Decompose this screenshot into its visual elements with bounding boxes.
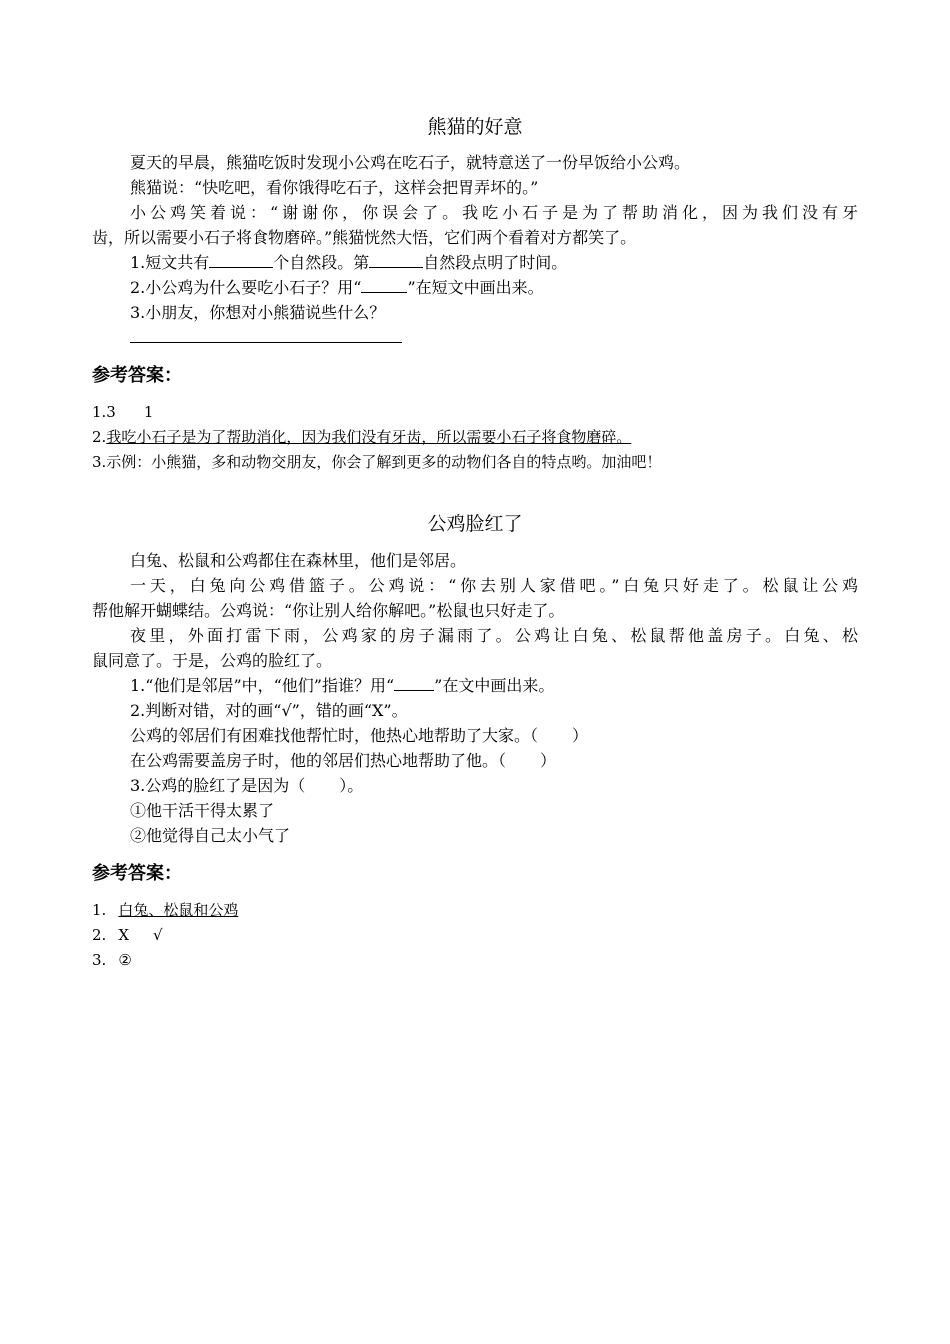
statement-1-close: ） xyxy=(572,726,589,745)
b2-number: 2. xyxy=(92,926,107,944)
q2-text-b: ”在短文中画出来。 xyxy=(407,278,544,297)
answers2-item-3 xyxy=(92,950,132,970)
answer-blank xyxy=(209,252,273,268)
story2-question-1 xyxy=(130,675,554,697)
s2-q1-text-b: ”在文中画出来。 xyxy=(434,676,555,695)
s2-q3-text-b: ）。 xyxy=(339,776,364,795)
statement-2-text: 在公鸡需要盖房子时，他的邻居们热心地帮助了他。（ xyxy=(130,751,507,770)
underline-sample xyxy=(361,277,407,293)
s2-q1-text-a: 1.“他们是邻居”中，“他们”指谁？用“ xyxy=(130,676,395,695)
b3-value: ② xyxy=(118,951,132,969)
q1-text-b: 个自然段。第 xyxy=(273,253,370,272)
story1-paragraph-1: 夏天的早晨，熊猫吃饭时发现小公鸡在吃石子，就特意送了一份早饭给小公鸡。 xyxy=(130,153,691,172)
story1-paragraph-2: 熊猫说：“快吃吧，看你饿得吃石子，这样会把胃弄坏的。” xyxy=(130,178,539,197)
story1-title: 熊猫的好意 xyxy=(427,116,523,138)
q1-text-c: 自然段点明了时间。 xyxy=(423,253,568,272)
story2-paragraph-3-line2: 鼠同意了。于是，公鸡的脸红了。 xyxy=(92,651,333,670)
story2-paragraph-2-line1: 一天，白兔向公鸡借篮子。公鸡说：“你去别人家借吧。”白兔只好走了。松鼠让公鸡 xyxy=(130,576,858,595)
answers1-heading: 参考答案： xyxy=(92,365,182,386)
statement-2-close: ） xyxy=(540,751,557,770)
b3-number: 3. xyxy=(92,951,107,969)
story1-paragraph-3-line1: 小公鸡笑着说：“谢谢你，你误会了。我吃小石子是为了帮助消化，因为我们没有牙 xyxy=(130,203,858,222)
story2-option-2: ②他觉得自己太小气了 xyxy=(130,826,291,845)
story1-paragraph-3-line2: 齿，所以需要小石子将食物磨碎。”熊猫恍然大悟，它们两个看着对方都笑了。 xyxy=(92,228,637,247)
statement-1-text: 公鸡的邻居们有困难找他帮忙时，他热心地帮助了大家。（ xyxy=(130,726,539,745)
a1-value: 1 xyxy=(143,403,154,421)
a2-text: 我吃小石子是为了帮助消化，因为我们没有牙齿，所以需要小石子将食物磨碎。 xyxy=(106,428,632,446)
story2-statement-2 xyxy=(130,750,556,772)
story1-question-3: 3.小朋友，你想对小熊猫说些什么？ xyxy=(130,303,386,322)
story2-paragraph-3-line1: 夜里，外面打雷下雨，公鸡家的房子漏雨了。公鸡让白兔、松鼠帮他盖房子。白兔、松 xyxy=(130,626,858,645)
s2-q3-text-a: 3.公鸡的脸红了是因为（ xyxy=(130,776,306,795)
b2-value-2: √ xyxy=(153,926,163,944)
b1-number: 1. xyxy=(92,901,107,919)
story2-statement-1 xyxy=(130,725,588,747)
story1-question-2 xyxy=(130,277,544,299)
answers2-heading: 参考答案： xyxy=(92,863,182,884)
story2-question-3 xyxy=(130,775,363,797)
answers1-item-1 xyxy=(92,402,153,422)
q1-text-a: 1.短文共有 xyxy=(130,253,210,272)
answers2-item-2 xyxy=(92,925,163,945)
answers2-item-1 xyxy=(92,900,238,920)
answer-blank xyxy=(369,252,423,268)
b1-text: 白兔、松鼠和公鸡 xyxy=(118,901,239,919)
story2-paragraph-2-line2: 帮他解开蝴蝶结。公鸡说：“你让别人给你解吧。”松鼠也只好走了。 xyxy=(92,601,565,620)
answers1-item-3: 3.示例：小熊猫，多和动物交朋友，你会了解到更多的动物们各自的特点哟。加油吧！ xyxy=(92,453,662,471)
story2-question-2: 2.判断对错，对的画“√”，错的画“X”。 xyxy=(130,701,408,720)
answer-line xyxy=(130,342,402,343)
answers1-item-2 xyxy=(92,427,631,447)
a2-number: 2. xyxy=(92,428,107,446)
b2-value-1: X xyxy=(118,926,129,944)
a1-number: 1.3 xyxy=(92,403,116,421)
story2-paragraph-1: 白兔、松鼠和公鸡都住在森林里，他们是邻居。 xyxy=(130,551,467,570)
story2-option-1: ①他干活干得太累了 xyxy=(130,801,275,820)
underline-sample xyxy=(394,675,434,691)
q2-text-a: 2.小公鸡为什么要吃小石子？用“ xyxy=(130,278,362,297)
story2-title: 公鸡脸红了 xyxy=(427,513,523,535)
story1-question-1 xyxy=(130,252,567,274)
